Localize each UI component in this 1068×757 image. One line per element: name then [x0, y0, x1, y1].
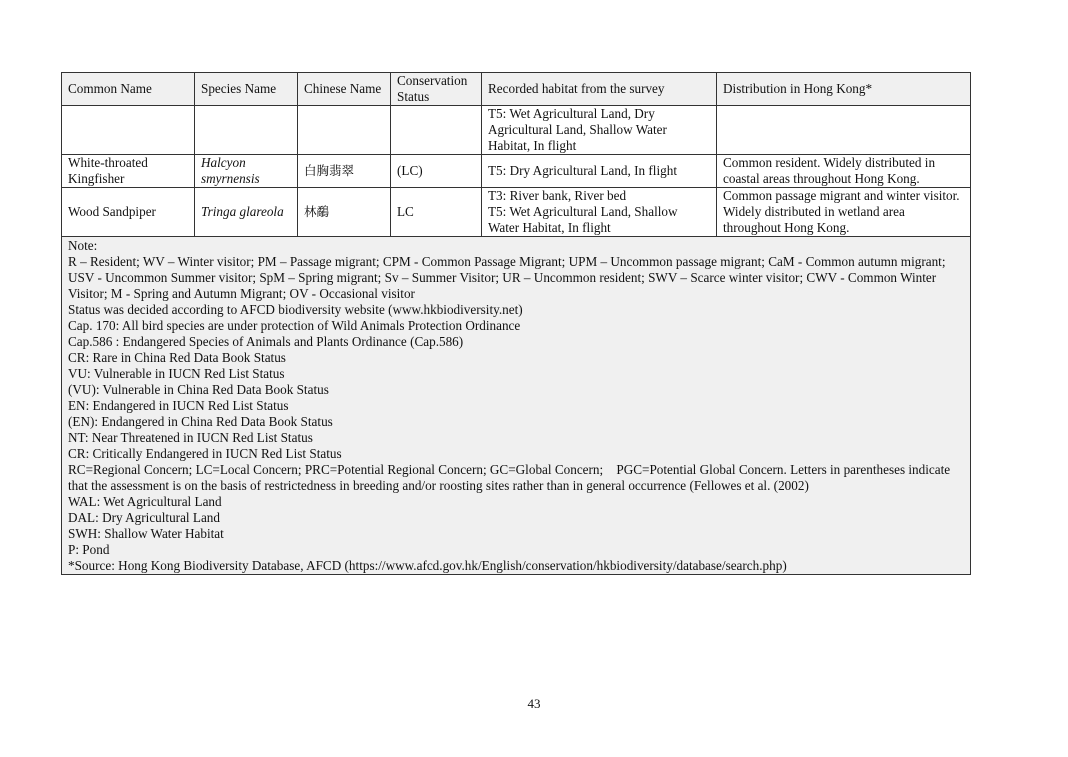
note-cap170: Cap. 170: All bird species are under protection of Wild Animals Protection Ordinance — [68, 318, 521, 333]
header-species-name: Species Name — [195, 73, 298, 106]
cell-habitat: T5: Wet Agricultural Land, Dry Agricultural Land, Shallow Water Habitat, In flight — [482, 106, 717, 155]
header-distribution: Distribution in Hong Kong* — [717, 73, 971, 106]
note-swh: SWH: Shallow Water Habitat — [68, 526, 224, 541]
note-nt-iucn: NT: Near Threatened in IUCN Red List Status — [68, 430, 313, 445]
header-conservation-status: Conservation Status — [391, 73, 482, 106]
cell-chinese-name: 林鷸 — [298, 188, 391, 237]
note-en-china: (EN): Endangered in China Red Data Book Status — [68, 414, 333, 429]
note-cap586: Cap.586 : Endangered Species of Animals and Plants Ordinance (Cap.586) — [68, 334, 464, 349]
species-table — [61, 72, 971, 575]
cell-distribution: Common resident. Widely distributed in coastal areas throughout Hong Kong. — [717, 155, 971, 188]
cell-habitat — [482, 188, 717, 237]
page-number: 43 — [527, 696, 541, 711]
note-vu-iucn: VU: Vulnerable in IUCN Red List Status — [68, 366, 285, 381]
table-row — [62, 188, 971, 237]
cell-chinese-name — [298, 106, 391, 155]
note-heading: Note: — [68, 238, 98, 253]
habitat-line: T3: River bank, River bed — [488, 188, 627, 203]
header-recorded-habitat: Recorded habitat from the survey — [482, 73, 717, 106]
cell-status: (LC) — [391, 155, 482, 188]
habitat-line: T5: Wet Agricultural Land, Shallow Water Habitat, In flight — [488, 204, 678, 235]
notes-row — [62, 237, 971, 575]
note-en-iucn: EN: Endangered in IUCN Red List Status — [68, 398, 289, 413]
cell-species-name: Halcyon smyrnensis — [195, 155, 298, 188]
note-abbreviations: R – Resident; WV – Winter visitor; PM – Passage migrant; CPM - Common Passage Migrant; UPM – Uncommon passage migrant; CaM - Common autumn migrant; USV - Uncommon Summer visitor; SpM – Spring migrant; Sv – Summer Visitor; UR – Uncommon resident; SWV – Scarce winter visitor; CWV - Common Winter Visitor; M - Spring and Autumn Migrant; OV - Occasional visitor — [68, 254, 946, 301]
table-row — [62, 155, 971, 188]
note-cr-iucn: CR: Critically Endangered in IUCN Red List Status — [68, 446, 342, 461]
cell-status: LC — [391, 188, 482, 237]
cell-common-name: Wood Sandpiper — [62, 188, 195, 237]
note-concern-levels: RC=Regional Concern; LC=Local Concern; PRC=Potential Regional Concern; GC=Global Concern; PGC=Potential Global Concern. Letters in parentheses indicate that the assessment is on the basis of restrictedness in breeding and/or roosting sites rather than in general occurrence (Fellowes et al. (2002) — [68, 462, 954, 493]
cell-species-name: Tringa glareola — [195, 188, 298, 237]
cell-distribution: Common passage migrant and winter visitor. Widely distributed in wetland area throughout Hong Kong. — [717, 188, 971, 237]
note-wal: WAL: Wet Agricultural Land — [68, 494, 222, 509]
note-cr-rare: CR: Rare in China Red Data Book Status — [68, 350, 286, 365]
cell-status — [391, 106, 482, 155]
header-common-name: Common Name — [62, 73, 195, 106]
cell-common-name — [62, 106, 195, 155]
cell-habitat: T5: Dry Agricultural Land, In flight — [482, 155, 717, 188]
notes-cell — [62, 237, 971, 575]
note-dal: DAL: Dry Agricultural Land — [68, 510, 220, 525]
table-header-row — [62, 73, 971, 106]
header-chinese-name: Chinese Name — [298, 73, 391, 106]
note-status-source: Status was decided according to AFCD biodiversity website (www.hkbiodiversity.net) — [68, 302, 523, 317]
note-source: *Source: Hong Kong Biodiversity Database, AFCD (https://www.afcd.gov.hk/English/conservation/hkbiodiversity/database/search.php) — [68, 558, 787, 573]
cell-distribution — [717, 106, 971, 155]
note-vu-china: (VU): Vulnerable in China Red Data Book Status — [68, 382, 329, 397]
cell-common-name: White-throated Kingfisher — [62, 155, 195, 188]
note-pond: P: Pond — [68, 542, 110, 557]
cell-species-name — [195, 106, 298, 155]
table-row — [62, 106, 971, 155]
cell-chinese-name: 白胸翡翠 — [298, 155, 391, 188]
